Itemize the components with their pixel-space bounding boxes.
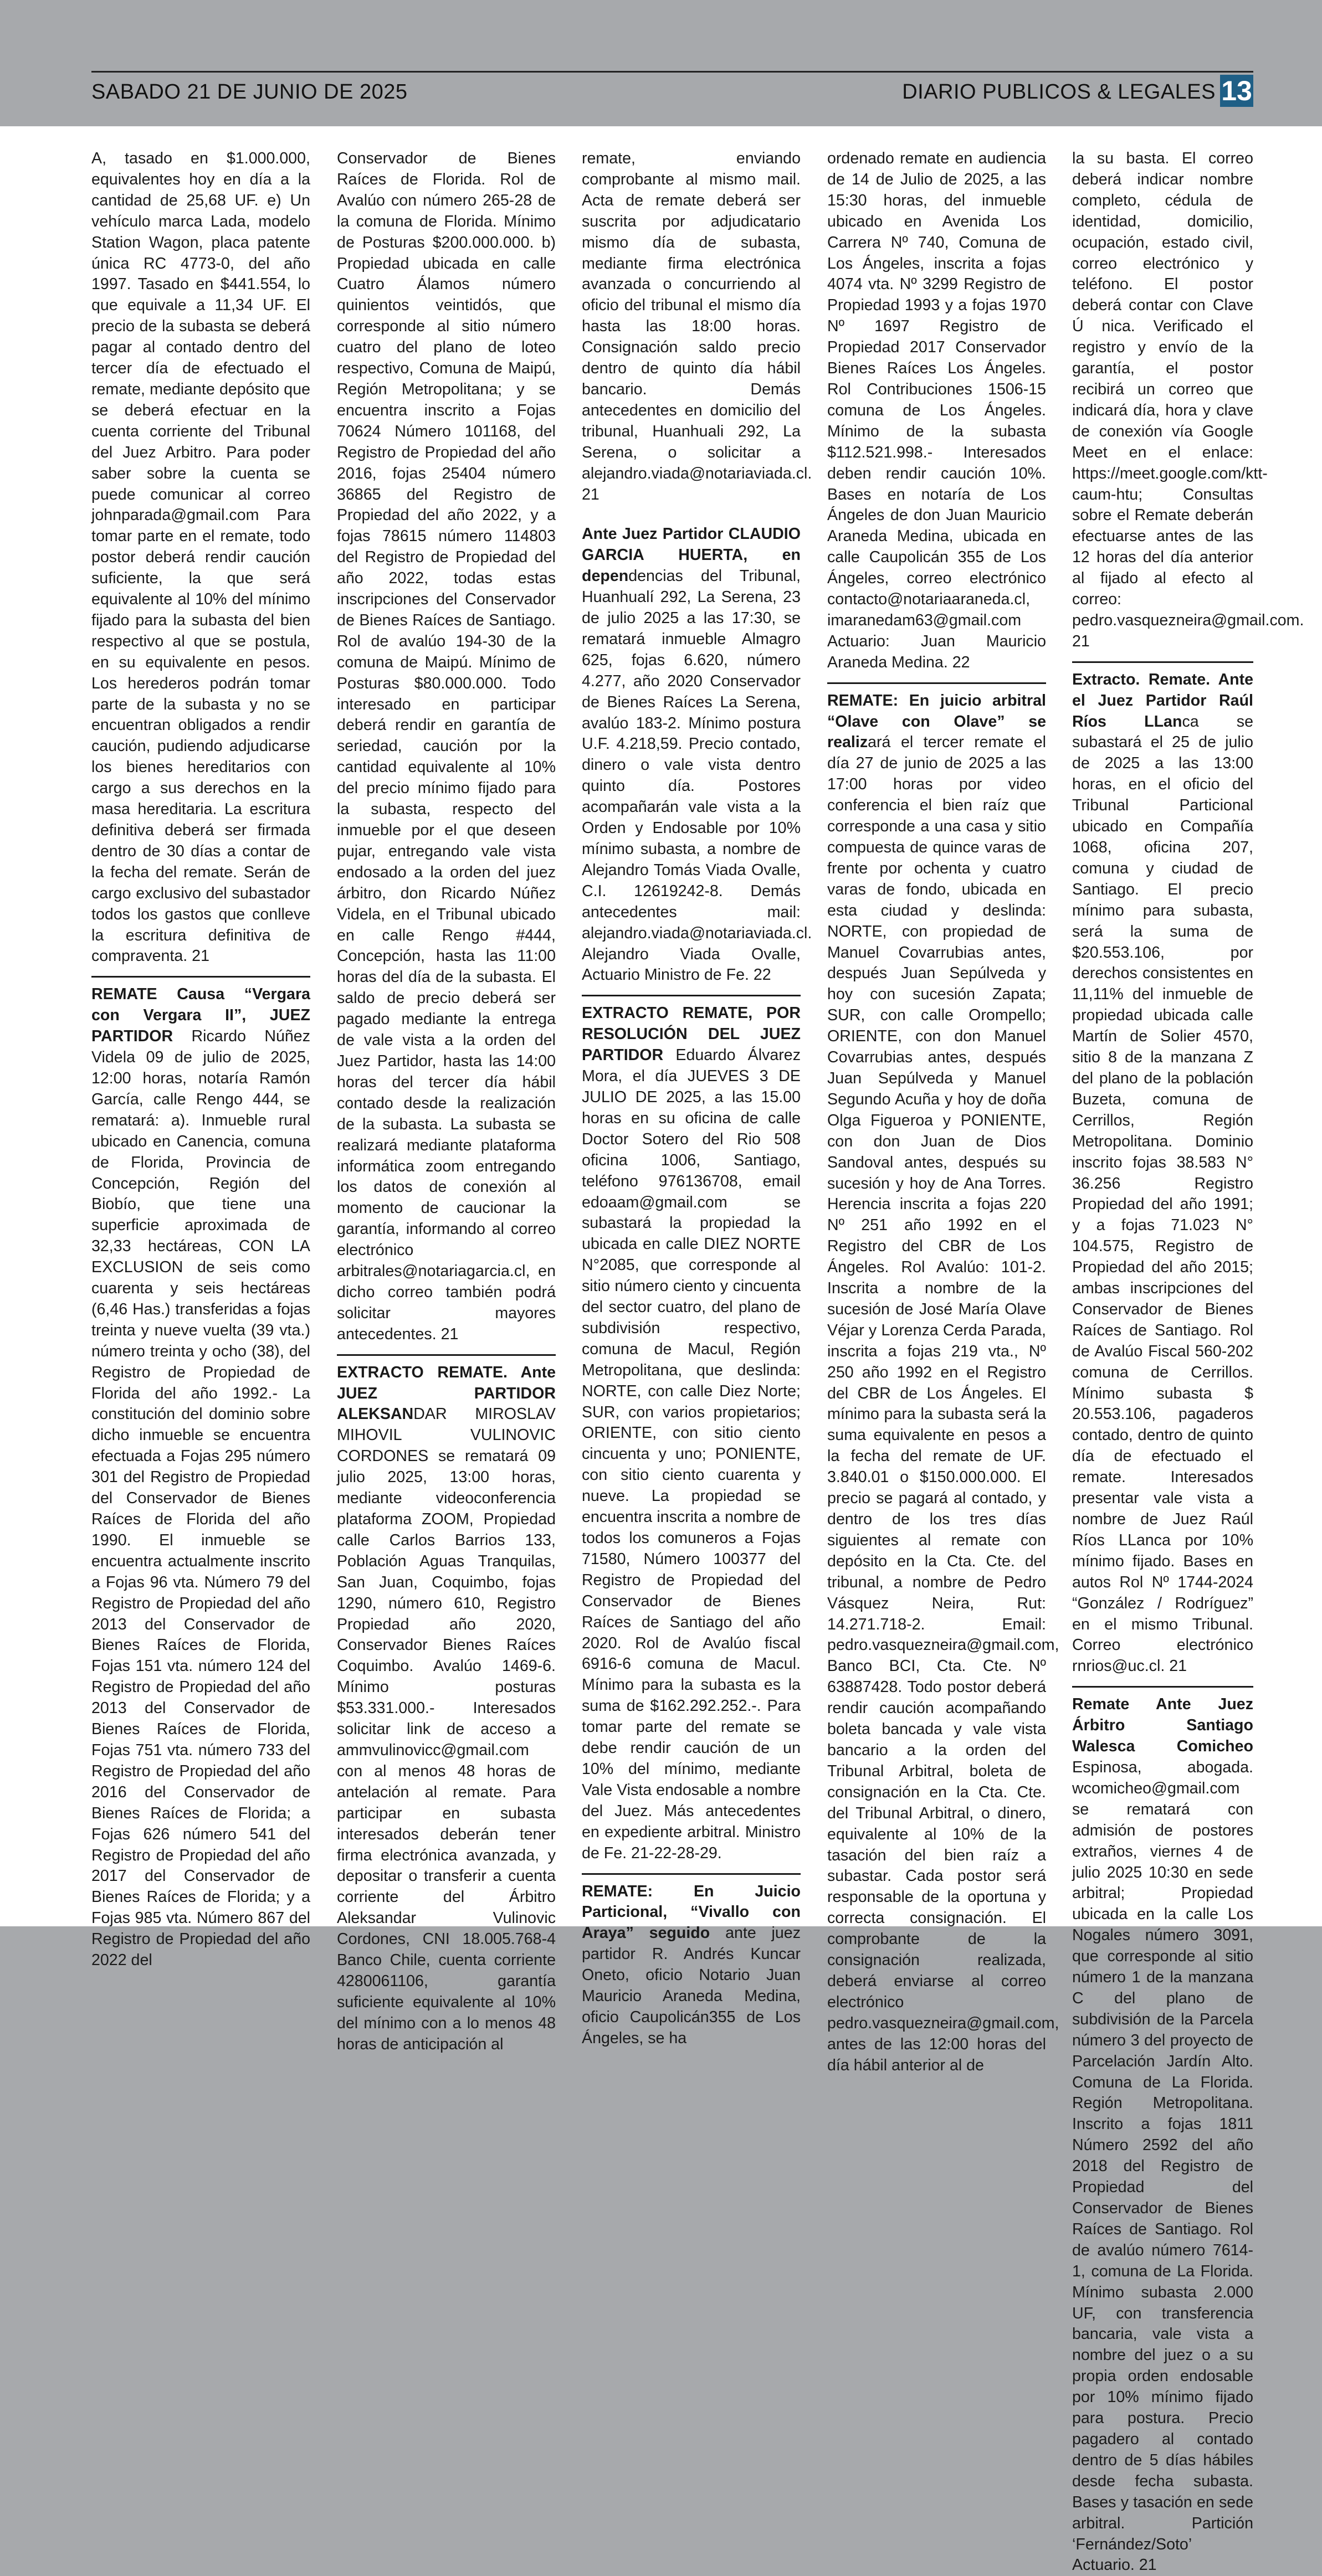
column-3 bbox=[582, 148, 812, 2049]
notice-rios-llanca bbox=[1072, 670, 1253, 1678]
notice-body: ante juez partidor R. Andrés Kuncar Oneto, oficio Notario Juan Mauricio Araneda Medina, oficio Caupolicán355 de Los Ángeles, se ha bbox=[582, 1924, 801, 2047]
notice-heading: REMATE: En Juicio Particional, “Vivallo con Araya” seguido bbox=[582, 1882, 801, 1942]
notice-olave bbox=[827, 691, 1059, 2076]
notice-continuation: ordenado remate en audiencia de 14 de Julio de 2025, a las 15:30 horas, del inmueble ubicado en Avenida Los Carrera Nº 740, Comuna de Los Ángeles, inscrita a fojas 4074 vta. Nº 3299 Registro de Propiedad 1993 y a fojas 1970 Nº 1697 Registro de Propiedad 2017 Conservador Bienes Raíces Los Ángeles. Rol Contribuciones 1506-15 comuna de Los Ángeles. Mínimo de la subasta $112.521.998.- Interesados deben rendir caución 10%. Bases en notaría de Los Ángeles de don Juan Mauricio Araneda Medina, ubicada en calle Caupolicán 355 de Los Ángeles, correo electrónico contacto@notariaaraneda.cl, imaranedam63@gmail.com Actuario: Juan Mauricio Araneda Medina. 22 bbox=[827, 150, 1046, 671]
notice-body: ará el tercer remate el día 27 de junio de 2025 a las 17:00 horas por video conferencia el bien raíz que corresponde a una casa y sitio compuesta de quince varas de frente por ochenta y cuatro varas de fondo, ubicada en esta ciudad y deslinda: NORTE, con propiedad de Manuel Covarrubias antes, después Juan Sepúlveda y hoy con sucesión Zapata; SUR, con calle Orompello; ORIENTE, con don Manuel Covarrubias antes, después Juan Sepúlveda y Manuel Segundo Acuña y hoy de doña Olga Figueroa y PONIENTE, con don Juan de Dios Sandoval antes, después su sucesión y hoy de Ana Torres. Herencia inscrita a fojas 220 Nº 251 año 1992 en el Registro del CBR de Los Ángeles. Rol Avalúo: 101-2. Inscrita a nombre de la sucesión de José María Olave Véjar y Lorenza Cerda Parada, inscrita a fojas 219 vta., Nº 250 año 1992 en el Registro del CBR de Los Ángeles. El mínimo para la subasta será la suma equivalente en pesos a la fecha del remate de UF. 3.840.01 o $150.000.000. El precio se pagará al contado, y dentro de los tres días siguientes al remate con depósito en la Cta. Cte. del tribunal, a nombre de Pedro Vásquez Neira, Rut: 14.271.718-2. Email: pedro.vasquezneira@gmail.com, Banco BCI, Cta. Cte. Nº 63887428. Todo postor deberá rendir caución acompañando boleta bancada y vale vista bancario a la orden del Tribunal Arbitral, boleta de consignación en la Cta. Cte. del Tribunal Arbitral, o dinero, equivalente al 10% de la tasación del bien raíz a subastar. Cada postor será responsable de la oportuna y correcta consignación. El comprobante de la consignación realizada, deberá enviarse al correo electrónico pedro.vasquezneira@gmail.com, antes de las 12:00 horas del día hábil anterior al de bbox=[827, 733, 1059, 2074]
notice-alvarez-mora bbox=[582, 1003, 801, 1864]
notice-body: Espinosa, abogada. wcomicheo@gmail.com se rematará con admisión de postores extraños, viernes 4 de julio 2025 10:30 en sede arbitral; Propiedad ubicada en la calle Los Nogales número 3091, que corresponde al sitio número 1 de la manzana C del plano de subdivisión de la Parcela número 3 del proyecto de Parcelación Jardín Alto. Comuna de La Florida. Región Metropolitana. Inscrito a fojas 1811 Número 2592 del año 2018 del Registro de Propiedad del Conservador de Bienes Raíces de Santiago. Rol de avalúo número 7614-1, comuna de La Florida. Mínimo subasta 2.000 UF, con transferencia bancaria, vale vista a nombre del juez o a su propia orden endosable por 10% mínimo fijado para postura. Precio pagadero al contado dentro de 5 días hábiles desde fecha subasta. Bases y tasación en sede arbitral. Partición ‘Fernández/Soto’ Actuario. 21 bbox=[1072, 1758, 1253, 2574]
issue-date: SABADO 21 DE JUNIO DE 2025 bbox=[91, 80, 408, 104]
page-header bbox=[91, 71, 1253, 110]
notice-garcia-huerta bbox=[582, 524, 812, 986]
column-2 bbox=[337, 148, 556, 2055]
page-number-badge: 13 bbox=[1220, 75, 1253, 107]
notice-body: Ricardo Núñez Videla 09 de julio de 2025, 12:00 horas, notaría Ramón García, calle Rengo 444, se rematará: a). Inmueble rural ubicado en Canencia, comuna de Florida, Provincia de Concepción, Región del Biobío, que tiene una superficie aproximada de 32,33 hectáreas, CON LA EXCLUSION de seis como cuarenta y seis hectáreas (6,46 Has.) transferidas a fojas treinta y nueve vuelta (39 vta.) número treinta y ocho (38), del Registro de Propiedad de Florida del año 1992.- La constitución del dominio sobre dicho inmueble se encuentra efectuada a Fojas 295 número 301 del Registro de Propiedad del Conservador de Bienes Raíces de Florida del año 1990. El inmueble se encuentra actualmente inscrito a Fojas 96 vta. Número 79 del Registro de Propiedad del año 2013 del Conservador de Bienes Raíces de Florida, Fojas 151 vta. número 124 del Registro de Propiedad del año 2013 del Conservador de Bienes Raíces de Florida, Fojas 751 vta. número 733 del Registro de Propiedad del año 2016 del Conservador de Bienes Raíces de Florida; a Fojas 626 número 541 del Registro de Propiedad del año 2017 del Conservador de Bienes Raíces de Florida; y a Fojas 985 vta. Número 867 del Registro de Propiedad del año 2022 del bbox=[91, 1027, 310, 1970]
notice-continuation: la su basta. El correo deberá indicar nombre completo, cédula de identidad, domicilio, ocupación, estado civil, correo electrónico y teléfono. El postor deberá contar con Clave Ú nica. Verificado el registro y envío de la garantía, el postor recibirá un correo que indicará día, hora y clave de conexión vía Google Meet en el enlace: https://meet.google.com/ktt-caum-htu; Consultas sobre el Remate deberán efectuarse antes de las 12 horas del día anterior al fijado al efecto al correo: pedro.vasquezneira@gmail.com. 21 bbox=[1072, 150, 1304, 650]
notice-divider bbox=[582, 1873, 801, 1875]
notice-heading: Extracto. Remate. Ante el Juez Partidor Raúl Ríos LLan bbox=[1072, 670, 1253, 731]
publication-title: DIARIO PUBLICOS & LEGALES bbox=[902, 80, 1216, 104]
notice-heading: Ante Juez Partidor CLAUDIO GARCIA HUERTA, en depen bbox=[582, 525, 801, 585]
notice-body: DAR MIROSLAV MIHOVIL VULINOVIC CORDONES se rematará 09 julio 2025, 13:00 horas, mediante videoconferencia plataforma ZOOM, Propiedad calle Carlos Barrios 133, Población Aguas Tranquilas, San Juan, Coquimbo, fojas 1290, número 610, Registro Propiedad año 2020, Conservador Bienes Raíces Coquimbo. Avalúo 1469-6. Mínimo posturas $53.331.000.- Interesados solicitar link de acceso a ammvulinovicc@gmail.com con al menos 48 horas de antelación al remate. Para participar en subasta interesados deberán tener firma electrónica avanzada, y depositar o transferir a cuenta corriente del Árbitro Aleksandar Vulinovic Cordones, CNI 18.005.768-4 Banco Chile, cuenta corriente 4280061106, garantía suficiente equivalente al 10% del mínimo con a lo menos 48 horas de anticipación al bbox=[337, 1405, 556, 2053]
notice-divider bbox=[91, 976, 310, 978]
notice-heading: Remate Ante Juez Árbitro Santiago Walesca Comicheo bbox=[1072, 1695, 1253, 1756]
column-1 bbox=[91, 148, 310, 1971]
column-4 bbox=[827, 148, 1059, 2076]
notice-heading: EXTRACTO REMATE, POR RESOLUCIÓN DEL JUEZ PARTIDOR bbox=[582, 1004, 801, 1065]
spacer bbox=[582, 505, 801, 524]
notice-continuation: Conservador de Bienes Raíces de Florida. Rol de Avalúo con número 265-28 de la comuna de Florida. Mínimo de Posturas $200.000.000. b) Propiedad ubicada en calle Cuatro Álamos número quinientos veintidós, que corresponde al sitio número cuatro del plano de loteo respectivo, Comuna de Maipú, Región Metropolitana; y se encuentra inscrito a Fojas 70624 Número 101168, del Registro de Propiedad del año 2016, fojas 25404 número 36865 del Registro de Propiedad del año 2022, y a fojas 78615 número 114803 del Registro de Propiedad del año 2022, todas estas inscripciones del Conservador de Bienes Raíces de Santiago. Rol de avalúo 194-30 de la comuna de Maipú. Mínimo de Posturas $80.000.000. Todo interesado en participar deberá rendir en garantía de seriedad, caución por la cantidad equivalente al 10% del precio mínimo fijado para la subasta, respecto del inmueble por el que deseen pujar, entregando vale vista endosado a la orden del juez árbitro, don Ricardo Núñez Videla, en el Tribunal ubicado en calle Rengo #444, Concepción, hasta las 11:00 horas del día de la subasta. El saldo de precio deberá ser pagado mediante la entrega de vale vista a la orden del Juez Partidor, hasta las 14:00 horas del tercer día hábil contado desde la realización de la subasta. La subasta se realizará mediante plataforma informática zoom entregando los datos de conexión al momento de caucionar la garantía, informando al correo electrónico arbitrales@notariagarcia.cl, en dicho correo también podrá solicitar mayores antecedentes. 21 bbox=[337, 150, 556, 1343]
notice-divider bbox=[582, 995, 801, 996]
notice-vivallo bbox=[582, 1881, 801, 2049]
notice-continuation: A, tasado en $1.000.000, equivalentes hoy en día a la cantidad de 25,68 UF. e) Un vehículo marca Lada, modelo Station Wagon, placa patente única RC 4773-0, del año 1997. Tasado en $441.554, lo que equivale a 11,34 UF. El precio de la subasta se deberá pagar al contado dentro del tercer día de efectuado el remate, mediante depósito que se deberá efectuar en la cuenta corriente del Tribunal del Juez Arbitro. Para poder saber sobre la cuenta se puede comunicar al correo johnparada@gmail.com Para tomar parte en el remate, todo postor deberá rendir caución suficiente, la que será equivalente al 10% del mínimo fijado para la subasta del bien respectivo al que se postula, en su equivalente en pesos. Los herederos podrán tomar parte de la subasta y no se encuentran obligados a rendir caución, pudiendo adjudicarse los bienes hereditarios con cargo a sus derechos en la masa hereditaria. La escritura definitiva deberá ser firmada dentro de 30 días a contar de la fecha del remate. Serán de cargo exclusivo del subastador todos los gastos que conlleve la escritura definitiva de compraventa. 21 bbox=[91, 150, 310, 965]
notice-continuation: remate, enviando comprobante al mismo mail. Acta de remate deberá ser suscrita por adjudicatario mismo día de subasta, mediante firma electrónica avanzada o concurriendo al oficio del tribunal el mismo día hasta las 18:00 horas. Consignación saldo precio dentro de quinto día hábil bancario. Demás antecedentes en domicilio del tribunal, Huanhuali 292, La Serena, o solicitar a alejandro.viada@notariaviada.cl. 21 bbox=[582, 150, 812, 503]
notice-divider bbox=[1072, 661, 1253, 663]
column-5 bbox=[1072, 148, 1304, 2576]
notice-vergara bbox=[91, 984, 310, 1971]
notice-heading: REMATE: En juicio arbitral “Olave con Olave” se realiz bbox=[827, 691, 1046, 752]
notice-heading: EXTRACTO REMATE. Ante JUEZ PARTIDOR ALEKSAN bbox=[337, 1363, 556, 1423]
notice-body: dencias del Tribunal, Huanhualí 292, La Serena, 23 de julio 2025 a las 17:30, se rematará inmueble Almagro 625, fojas 6.620, número 4.277, año 2020 Conservador de Bienes Raíces La Serena, avalúo 183-2. Mínimo postura U.F. 4.218,59. Precio contado, dinero o vale vista dentro quinto día. Postores acompañarán vale vista a la Orden y Endosable por 10% mínimo subasta, a nombre de Alejandro Tomás Viada Ovalle, C.I. 12619242-8. Demás antecedentes mail: alejandro.viada@notariaviada.cl. Alejandro Viada Ovalle, Actuario Ministro de Fe. 22 bbox=[582, 567, 812, 984]
notice-vulinovic bbox=[337, 1362, 556, 2055]
notice-body: Eduardo Álvarez Mora, el día JUEVES 3 DE JULIO DE 2025, a las 15.00 horas en su oficina de calle Doctor Sotero del Rio 508 oficina 1006, Santiago, teléfono 976136708, email edoaam@gmail.com se subastará la propiedad la ubicada en calle DIEZ NORTE N°2085, que corresponde al sitio número ciento y cincuenta del sector cuatro, del plano de subdivisión respectivo, comuna de Macul, Región Metropolitana, que deslinda: NORTE, con calle Diez Norte; SUR, con varios propietarios; ORIENTE, con sitio ciento cincuenta y uno; PONIENTE, con sitio ciento cuarenta y nueve. La propiedad se encuentra inscrita a nombre de todos los comuneros a Fojas 71580, Número 100377 del Registro de Propiedad del Conservador de Bienes Raíces de Santiago del año 2020. Rol de Avalúo fiscal 6916-6 comuna de Macul. Mínimo para la subasta es la suma de $162.292.252.-. Para tomar parte del remate se debe rendir caución de un 10% del mínimo, mediante Vale Vista endosable a nombre del Juez. Más antecedentes en expediente arbitral. Ministro de Fe. 21-22-28-29. bbox=[582, 1046, 801, 1862]
notices-area bbox=[0, 126, 1322, 2574]
notice-body: ca se subastará el 25 de julio de 2025 a las 13:00 horas, en el oficio del Tribunal Particional ubicado en Compañía 1068, oficina 207, comuna y ciudad de Santiago. El precio mínimo para subasta, será la suma de $20.553.106, por derechos consistentes en 11,11% del inmueble de propiedad ubicada calle Martín de Solier 4570, sitio 8 de la manzana Z del plano de la población Buzeta, comuna de Cerrillos, Región Metropolitana. Dominio inscrito fojas 38.583 N° 36.256 Registro Propiedad del año 1991; y a fojas 71.023 N° 104.575, Registro de Propiedad del año 2015; ambas inscripciones del Conservador de Bienes Raíces de Santiago. Rol de Avalúo Fiscal 560-202 comuna de Cerrillos. Mínimo subasta $ 20.553.106, pagaderos contado, dentro de quinto día de efectuado el remate. Interesados presentar vale vista a nombre de Juez Raúl Ríos LLanca por 10% mínimo fijado. Bases en autos Rol Nº 1744-2024 “González / Rodríguez” en el mismo Tribunal. Correo electrónico rnrios@uc.cl. 21 bbox=[1072, 712, 1253, 1675]
notice-divider bbox=[827, 682, 1046, 684]
notice-heading: REMATE Causa “Vergara con Vergara II”, JUEZ PARTIDOR bbox=[91, 985, 310, 1046]
notice-divider bbox=[1072, 1686, 1253, 1688]
notice-comicheo bbox=[1072, 1694, 1253, 2576]
notice-divider bbox=[337, 1354, 556, 1356]
